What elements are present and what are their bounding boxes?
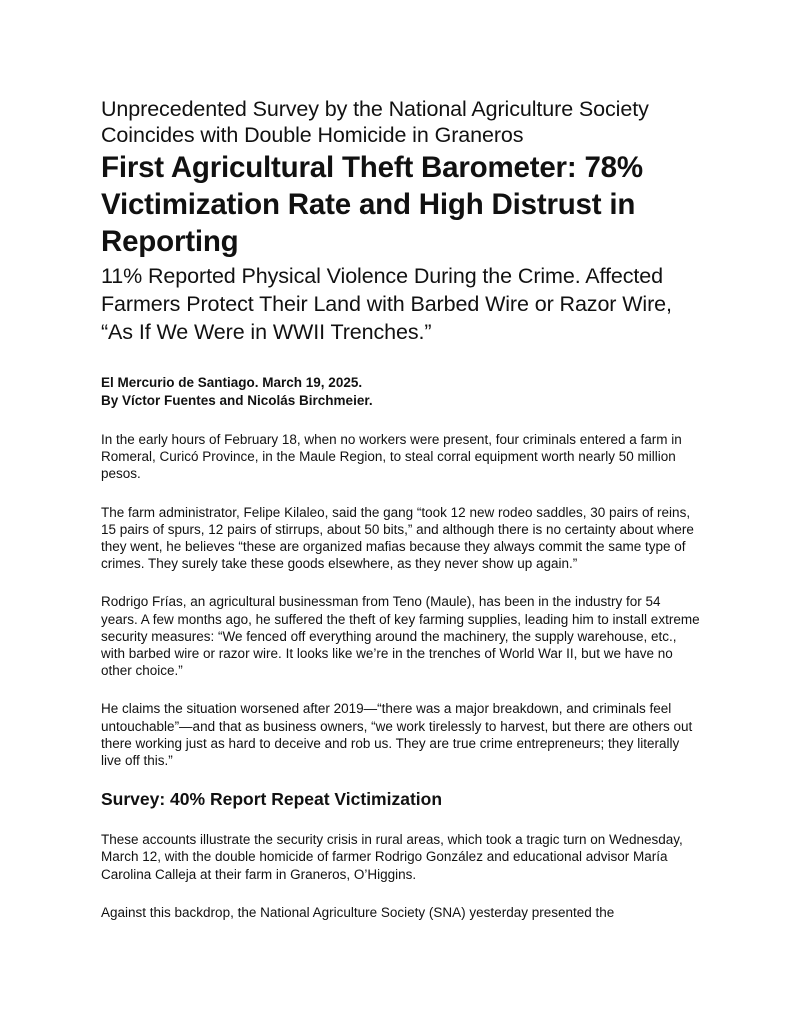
source-line: El Mercurio de Santiago. March 19, 2025. bbox=[101, 375, 363, 390]
section-subheading: Survey: 40% Report Repeat Victimization bbox=[101, 789, 443, 810]
body-paragraph: These accounts illustrate the security crisis in rural areas, which took a tragic turn on Wednesday, March 12, with the double homicide of farmer Rodrigo González and educational advisor María Carolina Calleja at their farm in Graneros, O’Higgins. bbox=[101, 832, 683, 882]
body-paragraph: Against this backdrop, the National Agriculture Society (SNA) yesterday presented the bbox=[101, 904, 615, 920]
article-kicker: Unprecedented Survey by the National Agriculture Society Coincides with Double Homicide in Graneros bbox=[101, 97, 649, 147]
article-deck: 11% Reported Physical Violence During the Crime. Affected Farmers Protect Their Land with Barbed Wire or Razor Wire, “As If We Were in WWII Trenches.” bbox=[101, 264, 672, 344]
body-paragraph: The farm administrator, Felipe Kilaleo, said the gang “took 12 new rodeo saddles, 30 pairs of reins, 15 pairs of spurs, 12 pairs of stirrups, about 50 bits,” and although there is no certainty about where they went, he believes “these are organized mafias because they always commit the same type of crimes. They surely take these goods elsewhere, as they never show up again.” bbox=[101, 504, 694, 572]
article bbox=[101, 96, 701, 921]
body-paragraph: He claims the situation worsened after 2019—“there was a major breakdown, and criminals feel untouchable”—and that as business owners, “we work tirelessly to harvest, but there are others out there working just as hard to deceive and rob us. They are true crime entrepreneurs; they literally live off this.” bbox=[101, 701, 693, 769]
body-paragraph: In the early hours of February 18, when no workers were present, four criminals entered a farm in Romeral, Curicó Province, in the Maule Region, to steal corral equipment worth nearly 50 million pesos. bbox=[101, 432, 682, 482]
body-paragraph: Rodrigo Frías, an agricultural businessman from Teno (Maule), has been in the industry for 54 years. A few months ago, he suffered the theft of key farming supplies, leading him to install extreme security measures: “We fenced off everything around the machinery, the supply warehouse, etc., with barbed wire or razor wire. It looks like we’re in the trenches of World War II, but we have no other choice.” bbox=[101, 594, 700, 679]
byline bbox=[101, 374, 701, 410]
article-headline: First Agricultural Theft Barometer: 78% Victimization Rate and High Distrust in Reporting bbox=[101, 151, 643, 258]
author-line: By Víctor Fuentes and Nicolás Birchmeier. bbox=[101, 393, 373, 408]
